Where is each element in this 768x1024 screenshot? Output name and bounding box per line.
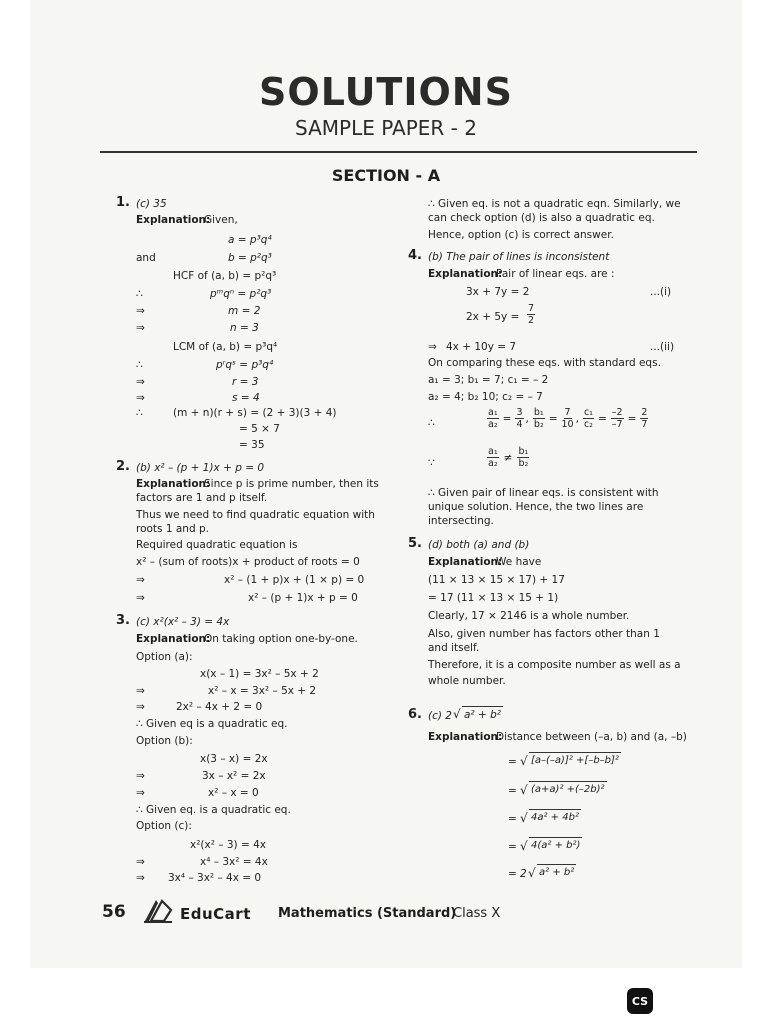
math-line: = 5 × 7 [239,423,280,435]
answer-text: (c) x²(x² – 3) = 4x [136,616,230,628]
equals-sign: = [508,841,517,853]
equals-sign: = [508,785,517,797]
therefore-symbol: ∴ [136,407,143,419]
document-page [30,0,742,968]
fraction [527,303,535,326]
paragraph-line: Thus we need to find quadratic equation with [136,509,375,521]
math-line: 3x – x² = 2x [202,770,266,782]
equals-sign: = [502,412,512,425]
equals-sign: = [548,412,558,425]
math-line: a₁ = 3; b₁ = 7; c₁ = – 2 [428,374,549,386]
question-number: 4. [408,248,422,263]
math-line: x(3 – x) = 2x [200,753,268,765]
equals-sign: = [508,813,517,825]
math-line: pᵐqⁿ = p²q³ [210,288,272,300]
radicand: a² + b² [462,706,503,722]
ratio-comparison [486,407,649,430]
radicand: a² + b² [537,864,576,880]
implies-symbol: ⇒ [136,592,145,604]
numerator: 7 [564,407,571,418]
answer-text: (d) both (a) and (b) [428,539,530,551]
math-line: b = p²q³ [228,252,272,264]
denominator: 10 [561,419,574,430]
equation-tag: ...(ii) [650,341,675,353]
math-line: 3x + 7y = 2 [466,286,530,298]
denominator: 7 [641,419,648,430]
radical-icon: √ [520,783,528,797]
class-name: Class X [453,906,501,921]
explanation-label: Explanation: [136,478,211,490]
explanation-text: Pair of linear eqs. are : [496,268,615,280]
math-line: = 17 (11 × 13 × 15 + 1) [428,592,559,604]
section-heading: SECTION - A [331,166,441,185]
math-line: x² – (1 + p)x + (1 × p) = 0 [224,574,365,586]
radicand: 4(a² + b²) [529,837,582,853]
fraction [487,407,499,430]
radical-icon: √ [520,811,528,825]
paragraph-line: Clearly, 17 × 2146 is a whole number. [428,610,630,622]
paragraph-line: Therefore, it is a composite number as well as a [428,659,681,671]
fraction [640,407,648,430]
paragraph-line: can check option (d) is also a quadratic eq. [428,212,655,224]
implies-symbol: ⇒ [136,322,145,334]
paragraph-line: ∴ Given eq. is not a quadratic eqn. Similarly, we [428,198,681,210]
denominator: 4 [516,419,523,430]
denominator: –7 [611,419,623,430]
question-number: 3. [116,613,130,628]
paragraph-line: Hence, option (c) is correct answer. [428,229,614,241]
math-line: n = 3 [230,322,259,334]
implies-symbol: ⇒ [136,872,145,884]
implies-symbol: ⇒ [136,574,145,586]
math-line: x(x – 1) = 3x² – 5x + 2 [200,668,319,680]
comma: , [525,412,529,425]
explanation-label: Explanation: [136,214,211,226]
explanation-text: Distance between (–a, b) and (a, –b) [496,731,687,743]
note-line: ∴ Given eq. is a quadratic eq. [136,804,291,816]
note-line: ∴ Given eq is a quadratic eq. [136,718,288,730]
answer-text: (b) The pair of lines is inconsistent [428,251,610,263]
equals-sign: = [627,412,637,425]
paragraph-line: unique solution. Hence, the two lines are [428,501,644,513]
denominator: 2 [528,315,535,326]
paragraph-line: and itself. [428,642,480,654]
numerator: b₁ [533,407,544,418]
fraction [517,446,529,469]
question-number: 5. [408,536,422,551]
question-number: 1. [116,195,130,210]
denominator: b₂ [533,419,544,430]
page-title: SOLUTIONS [259,70,513,114]
numerator: 3 [516,407,523,418]
fraction [562,407,574,430]
math-line: x² – x = 3x² – 5x + 2 [208,685,317,697]
math-line: a₂ = 4; b₂ 10; c₂ = – 7 [428,391,543,403]
connector-word: and [136,252,156,264]
radical-icon: √ [520,839,528,853]
brand-name: EduCart [180,905,251,923]
therefore-symbol: ∴ [428,417,435,429]
radical-icon: √ [520,754,528,768]
question-number: 2. [116,459,130,474]
numerator: 7 [528,303,535,314]
fraction [583,407,594,430]
paragraph-line: Also, given number has factors other than 1 [428,628,660,640]
page-number: 56 [102,902,126,922]
equals-sign: = [508,756,517,768]
explanation-label: Explanation: [428,556,503,568]
numerator: a₁ [488,407,498,418]
paragraph-line: roots 1 and p. [136,523,209,535]
page-subtitle: SAMPLE PAPER - 2 [295,116,477,140]
math-line: LCM of (a, b) = p³q⁴ [173,341,278,353]
fraction [487,446,499,469]
math-line: x² – x = 0 [208,787,259,799]
camscanner-badge-icon [627,988,653,1014]
explanation-text: On taking option one-by-one. [204,633,358,645]
implies-symbol: ⇒ [136,770,145,782]
math-line: r = 3 [232,376,259,388]
numerator: a₁ [488,446,498,457]
paragraph-line: whole number. [428,675,506,687]
radical-icon: √ [528,866,536,880]
paragraph-line: Required quadratic equation is [136,539,298,551]
explanation-text: We have [496,556,542,568]
denominator: c₂ [583,419,593,430]
implies-symbol: ⇒ [136,376,145,388]
because-symbol: ∵ [428,457,435,469]
fraction [611,407,624,430]
math-line: HCF of (a, b) = p²q³ [173,270,277,282]
math-line: s = 4 [232,392,260,404]
explanation-label: Explanation: [428,268,503,280]
equals-sign: = [508,868,517,880]
math-line: x²(x² – 3) = 4x [190,839,267,851]
implies-symbol: ⇒ [136,685,145,697]
math-line: x² – (sum of roots)x + product of roots = 0 [136,556,360,568]
implies-symbol: ⇒ [136,305,145,317]
option-label: Option (b): [136,735,193,747]
educart-logo-icon [142,896,174,928]
explanation-text: Since p is prime number, then its [204,478,379,490]
math-line: = 35 [239,439,265,451]
math-line: 3x⁴ – 3x² – 4x = 0 [168,872,262,884]
explanation-text: factors are 1 and p itself. [136,492,268,504]
radicand: 4a² + 4b² [529,809,581,825]
subject-name: Mathematics (Standard) [278,906,457,921]
implies-symbol: ⇒ [428,341,437,353]
explanation-label: Explanation: [136,633,211,645]
implies-symbol: ⇒ [136,787,145,799]
math-line: (m + n)(r + s) = (2 + 3)(3 + 4) [173,407,337,419]
radicand: [a–(–a)]² +[–b–b]² [529,752,621,768]
numerator: –2 [611,407,623,418]
explanation-label: Explanation: [428,731,503,743]
option-label: Option (a): [136,651,193,663]
answer-text: (b) x² – (p + 1)x + p = 0 [136,462,265,474]
implies-symbol: ⇒ [136,701,145,713]
fraction [515,407,523,430]
therefore-symbol: ∴ [136,359,143,371]
numerator: c₁ [583,407,593,418]
answer-text: (c) 35 [136,198,167,210]
paragraph-line: intersecting. [428,515,494,527]
math-line: m = 2 [228,305,261,317]
math-line: a = p³q⁴ [228,234,272,246]
explanation-text: Given, [204,214,238,226]
option-label: Option (c): [136,820,192,832]
denominator: a₂ [488,458,498,469]
numerator: b₁ [518,446,529,457]
coefficient: 2 [520,868,527,880]
fraction [533,407,545,430]
paragraph-line: On comparing these eqs. with standard eqs. [428,357,661,369]
denominator: a₂ [488,419,498,430]
math-line: 2x + 5y = [466,311,520,323]
math-line: 2x² – 4x + 2 = 0 [176,701,263,713]
implies-symbol: ⇒ [136,392,145,404]
denominator: b₂ [518,458,529,469]
math-line: 4x + 10y = 7 [446,341,517,353]
radical-icon: √ [453,707,461,721]
answer-text: (c) 2 [428,710,452,722]
equation-tag: ...(i) [650,286,672,298]
badge-text: CS [631,994,649,1008]
radicand: (a+a)² +(–2b)² [529,781,607,797]
math-line: (11 × 13 × 15 × 17) + 17 [428,574,565,586]
implies-symbol: ⇒ [136,856,145,868]
numerator: 2 [641,407,648,418]
comma: , [575,412,579,425]
not-equal-sign: ≠ [503,451,513,464]
math-line: pʳqˢ = p³q⁴ [216,359,274,371]
equals-sign: = [597,412,607,425]
question-number: 6. [408,707,422,722]
header-rule [100,151,697,153]
paragraph-line: ∴ Given pair of linear eqs. is consistent with [428,487,659,499]
math-line: x⁴ – 3x² = 4x [200,856,268,868]
therefore-symbol: ∴ [136,288,143,300]
math-line: x² – (p + 1)x + p = 0 [248,592,358,604]
not-equal-comparison [486,446,530,469]
